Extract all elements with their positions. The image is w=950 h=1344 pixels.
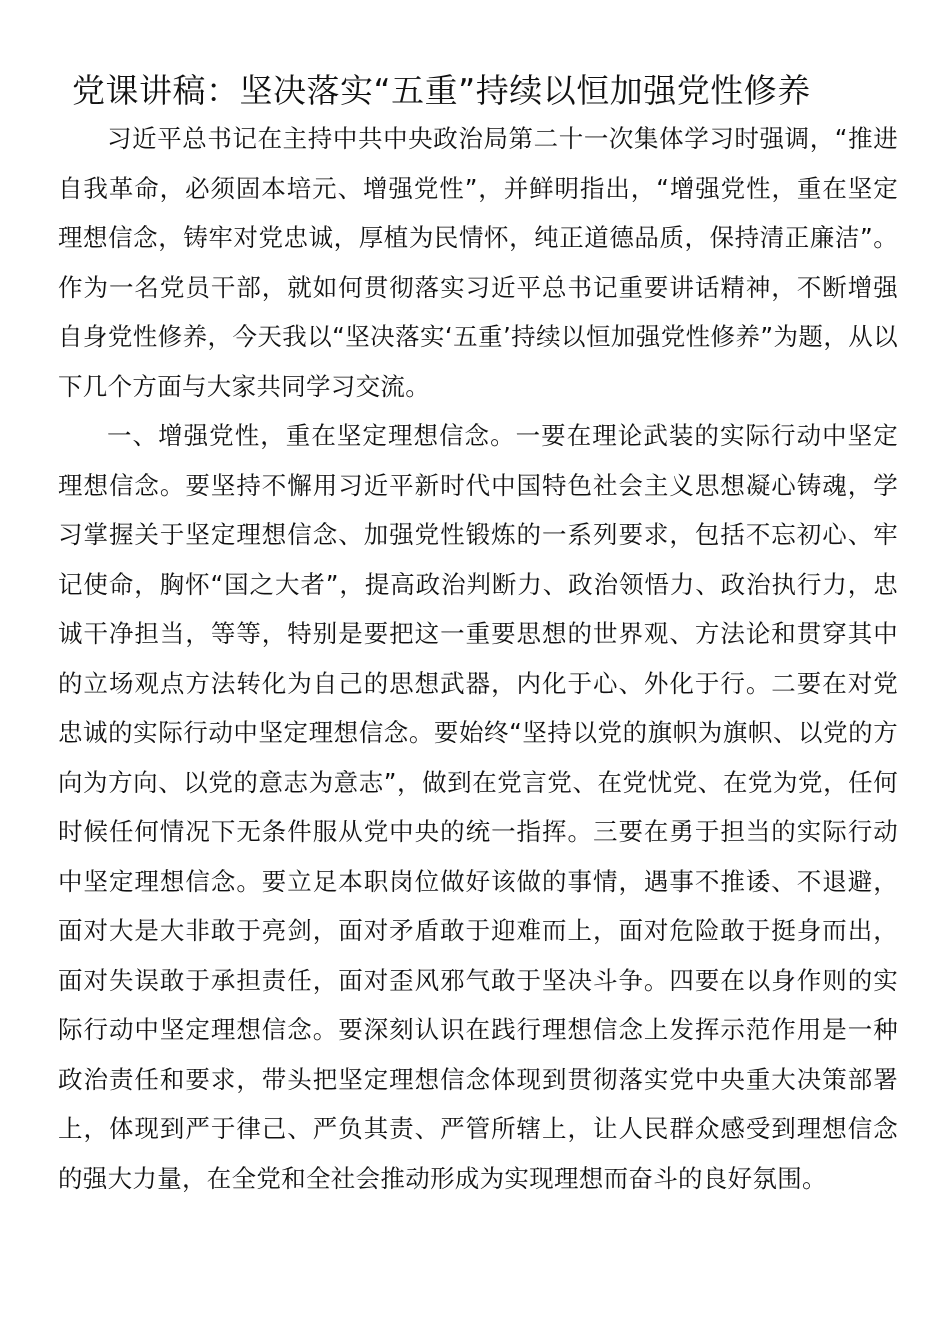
document-title: 党课讲稿：坚决落实“五重”持续以恒加强党性修养 — [72, 71, 811, 110]
paragraph-section-one: 一、增强党性，重在坚定理想信念。一要在理论武装的实际行动中坚定理想信念。要坚持不懈用习近平新时代中国特色社会主义思想凝心铸魂，学习掌握关于坚定理想信念、加强党性锻炼的一系列要求，包括不忘初心、牢记使命，胸怀“国之大者”，提高政治判断力、政治领悟力、政治执行力，忠诚干净担当，等等，特别是要把这一重要思想的世界观、方法论和贯穿其中的立场观点方法转化为自己的思想武器，内化于心、外化于行。二要在对党忠诚的实际行动中坚定理想信念。要始终“坚持以党的旗帜为旗帜、以党的方向为方向、以党的意志为意志”，做到在党言党、在党忧党、在党为党，任何时候任何情况下无条件服从党中央的统一指挥。三要在勇于担当的实际行动中坚定理想信念。要立足本职岗位做好该做的事情，遇事不推诿、不退避，面对大是大非敢于亮剑，面对矛盾敢于迎难而上，面对危险敢于挺身而出，面对失误敢于承担责任，面对歪风邪气敢于坚决斗争。四要在以身作则的实际行动中坚定理想信念。要深刻认识在践行理想信念上发挥示范作用是一种政治责任和要求，带头把坚定理想信念体现到贯彻落实党中央重大决策部署上，体现到严于律己、严负其责、严管所辖上，让人民群众感受到理想信念的强大力量，在全党和全社会推动形成为实现理想而奋斗的良好氛围。 — [58, 421, 898, 1193]
paragraph-intro: 习近平总书记在主持中共中央政治局第二十一次集体学习时强调，“推进自我革命，必须固本培元、增强党性”，并鲜明指出，“增强党性，重在坚定理想信念，铸牢对党忠诚，厚植为民情怀，纯正道德品质，保持清正廉洁”。作为一名党员干部，就如何贯彻落实习近平总书记重要讲话精神，不断增强自身党性修养，今天我以“坚决落实‘五重’持续以恒加强党性修养”为题，从以下几个方面与大家共同学习交流。 — [58, 124, 898, 401]
